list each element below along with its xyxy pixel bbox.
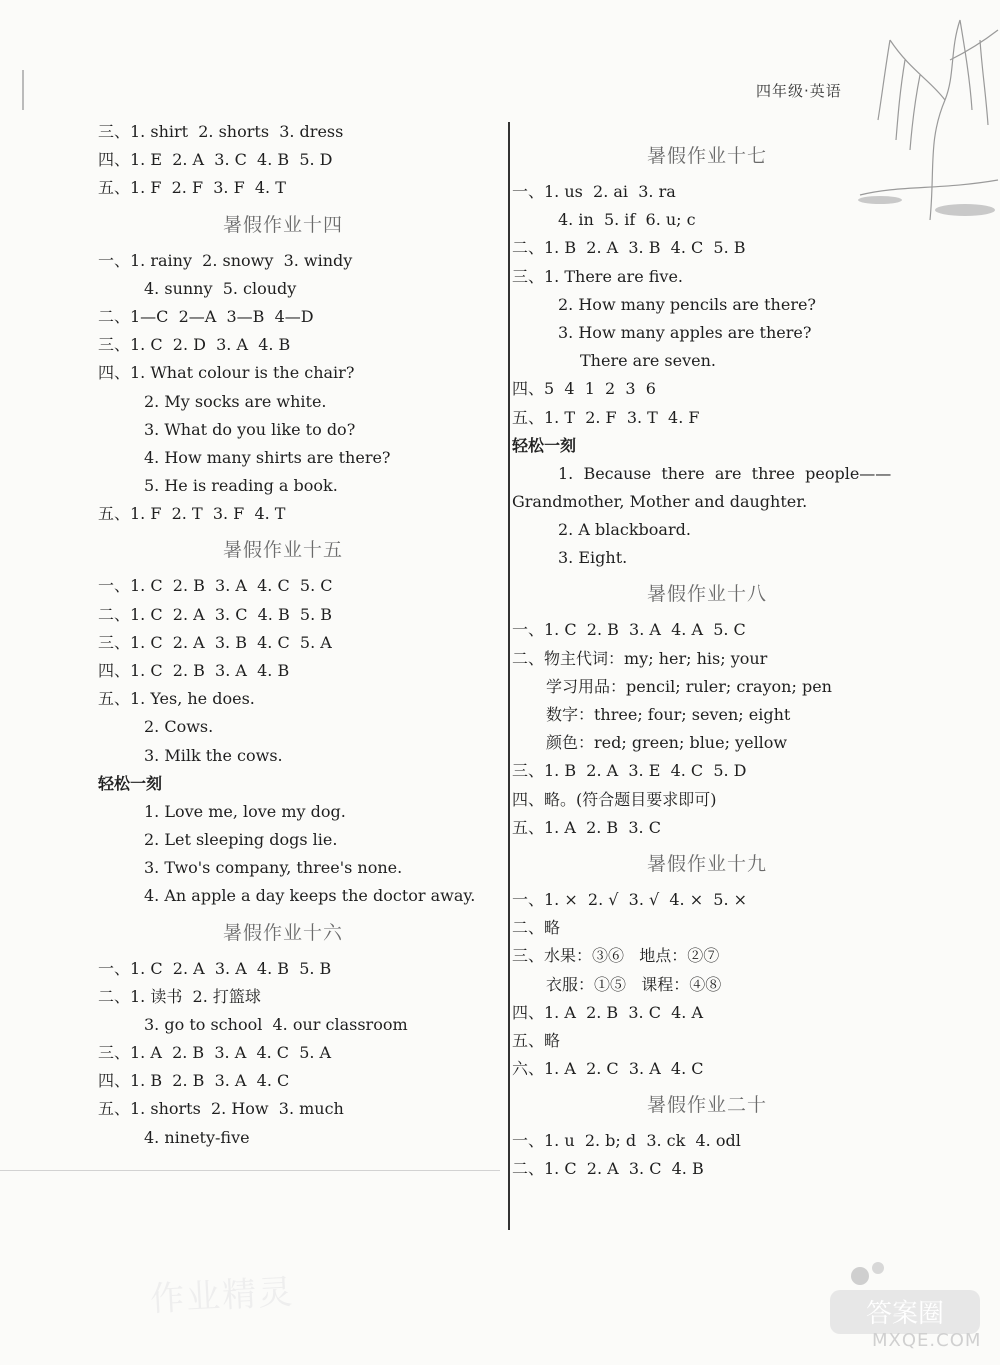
- answer-line: 二、略: [512, 918, 561, 938]
- answer-line: 3. What do you like to do?: [144, 419, 356, 439]
- answer-line: 颜色：red; green; blue; yellow: [546, 733, 788, 753]
- answer-line: 三、1. C 2. A 3. B 4. C 5. A: [98, 632, 332, 652]
- site-url-watermark: MXQE.COM: [872, 1330, 982, 1351]
- answer-line: 1. Because there are three people——: [558, 463, 892, 483]
- answer-line: 五、1. T 2. F 3. T 4. F: [512, 407, 700, 427]
- answer-line: 5. He is reading a book.: [144, 476, 338, 496]
- right-answer-column: [512, 134, 922, 1184]
- answer-line: 四、1. B 2. B 3. A 4. C: [98, 1071, 290, 1091]
- answer-line: 四、1. A 2. B 3. C 4. A: [512, 1002, 704, 1022]
- answer-line: 衣服：①⑤ 课程：④⑧: [546, 974, 722, 994]
- relax-heading: 轻松一刻: [98, 773, 163, 793]
- section-title: 暑假作业十九: [646, 852, 767, 875]
- grade-subject-label: 四年级·英语: [756, 82, 842, 100]
- answer-line: 五、1. A 2. B 3. C: [512, 817, 661, 837]
- answer-line: 3. Milk the cows.: [144, 745, 283, 765]
- answer-line: 三、水果：③⑥ 地点：②⑦: [512, 946, 720, 966]
- left-margin-mark: [22, 70, 24, 110]
- answer-line: 三、1. C 2. D 3. A 4. B: [98, 335, 291, 355]
- answer-line: 1. Love me, love my dog.: [144, 801, 346, 821]
- answer-line: 4. in 5. if 6. u; c: [558, 210, 696, 230]
- answer-line: 二、物主代词：my; her; his; your: [512, 648, 768, 668]
- section-title: 暑假作业十七: [646, 145, 767, 167]
- answer-line: 二、1—C 2—A 3—B 4—D: [98, 306, 314, 326]
- answer-line: 三、1. A 2. B 3. A 4. C 5. A: [98, 1043, 332, 1063]
- section-title: 暑假作业十六: [222, 921, 343, 944]
- answer-line: 五、略: [512, 1030, 561, 1050]
- answer-line: 4. sunny 5. cloudy: [144, 278, 297, 298]
- answer-line: 学习用品：pencil; ruler; crayon; pen: [546, 676, 832, 696]
- answer-line: 3. How many apples are there?: [558, 322, 812, 342]
- watermark-text: 作业精灵: [149, 1272, 296, 1320]
- section-title: 暑假作业十八: [646, 583, 767, 606]
- answer-line: 4. How many shirts are there?: [144, 447, 391, 467]
- answer-line: 2. How many pencils are there?: [558, 294, 817, 314]
- answer-line: 一、1. rainy 2. snowy 3. windy: [98, 250, 353, 270]
- answer-line: 五、1. Yes, he does.: [98, 689, 255, 709]
- answer-line: 二、1. 读书 2. 打篮球: [98, 986, 261, 1006]
- answer-line: 四、1. E 2. A 3. C 4. B 5. D: [98, 150, 333, 170]
- answer-line: 二、1. C 2. A 3. C 4. B 5. B: [98, 604, 333, 624]
- answer-line: 五、1. shorts 2. How 3. much: [98, 1099, 344, 1119]
- column-divider: [508, 122, 510, 1230]
- answer-line: 数字：three; four; seven; eight: [546, 705, 791, 724]
- answer-line: 六、1. A 2. C 3. A 4. C: [512, 1059, 704, 1079]
- bottom-left-rule: [0, 1170, 500, 1171]
- answer-line: 2. A blackboard.: [558, 520, 691, 540]
- answer-line: 四、1. C 2. B 3. A 4. B: [98, 661, 290, 680]
- answer-line: 一、1. us 2. ai 3. ra: [512, 182, 676, 201]
- answer-line: 二、1. B 2. A 3. B 4. C 5. B: [512, 238, 746, 258]
- answer-line: 二、1. C 2. A 3. C 4. B: [512, 1159, 704, 1179]
- section-title: 暑假作业二十: [646, 1094, 767, 1117]
- answer-line: 3. Two's company, three's none.: [144, 858, 403, 878]
- answer-line: 五、1. F 2. T 3. F 4. T: [98, 504, 286, 524]
- relax-heading: 轻松一刻: [512, 435, 577, 455]
- left-answer-column: [98, 118, 498, 1152]
- answer-line: 一、1. u 2. b; d 3. ck 4. odl: [512, 1131, 741, 1151]
- answer-line: 一、1. C 2. A 3. A 4. B 5. B: [98, 958, 332, 978]
- answer-line: 四、略。(符合题目要求即可): [512, 789, 717, 809]
- answer-line: 4. ninety-five: [144, 1127, 250, 1147]
- answer-line: 五、1. F 2. F 3. F 4. T: [98, 178, 286, 198]
- answer-line: 3. go to school 4. our classroom: [144, 1014, 408, 1034]
- answer-line: 三、1. B 2. A 3. E 4. C 5. D: [512, 761, 747, 781]
- answer-line: 2. Cows.: [144, 717, 214, 737]
- answer-line: There are seven.: [580, 351, 716, 371]
- answer-line: 一、1. C 2. B 3. A 4. C 5. C: [98, 576, 333, 596]
- answer-line: Grandmother, Mother and daughter.: [512, 491, 808, 511]
- answer-line: 三、1. shirt 2. shorts 3. dress: [98, 122, 344, 141]
- answer-line: 四、5 4 1 2 3 6: [512, 379, 656, 399]
- answer-line: 3. Eight.: [558, 548, 628, 568]
- answer-line: 四、1. What colour is the chair?: [98, 363, 355, 383]
- section-title: 暑假作业十四: [222, 213, 343, 236]
- answer-line: 三、1. There are five.: [512, 266, 684, 286]
- section-title: 暑假作业十五: [222, 539, 343, 562]
- answer-line: 2. My socks are white.: [144, 391, 327, 411]
- answer-line: 4. An apple a day keeps the doctor away.: [144, 886, 476, 906]
- svg-text:答案圈: 答案圈: [865, 1299, 945, 1329]
- answer-line: 一、1. × 2. √ 3. √ 4. × 5. ×: [512, 889, 748, 909]
- answer-line: 2. Let sleeping dogs lie.: [144, 829, 338, 849]
- answer-line: 一、1. C 2. B 3. A 4. A 5. C: [512, 620, 746, 640]
